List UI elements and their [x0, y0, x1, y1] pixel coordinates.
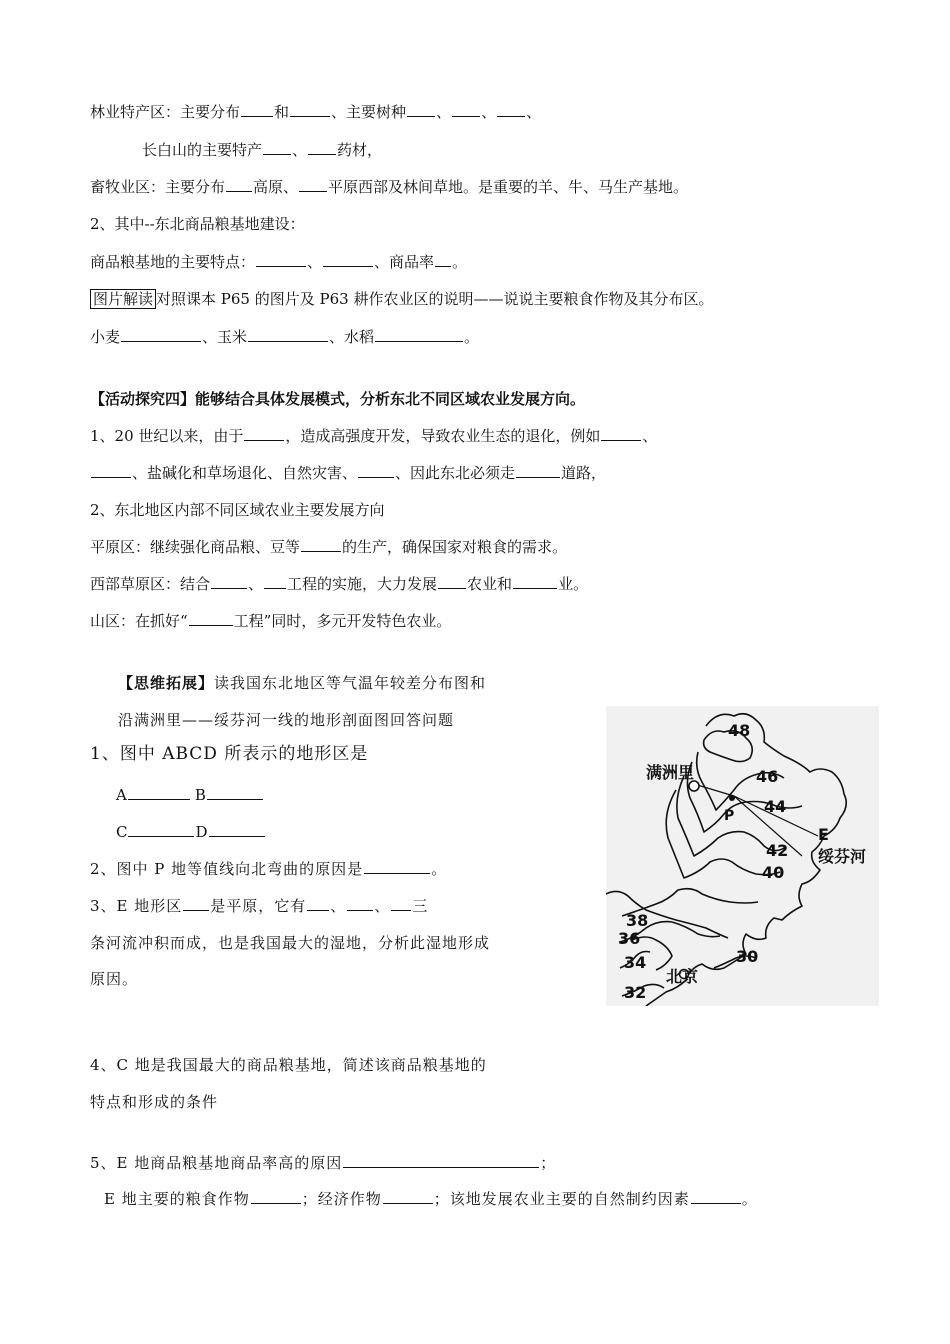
- line-ext-cd: [116, 822, 266, 842]
- manzhouli-marker: [689, 781, 699, 791]
- text: 平原区：继续强化商品粮、豆等: [90, 538, 301, 556]
- text: 是平原，它有: [210, 897, 307, 915]
- text: C: [116, 823, 128, 841]
- text: 4、C 地是我国最大的商品粮基地，简述该商品粮基地的: [90, 1056, 487, 1074]
- text: 、: [481, 103, 497, 121]
- contour-label-36: 36: [618, 929, 641, 948]
- answer-blank[interactable]: [256, 252, 306, 267]
- line-mountain: [90, 611, 451, 631]
- text: 商品粮基地的主要特点：: [90, 253, 256, 271]
- text: 【思维拓展】: [118, 674, 215, 692]
- answer-blank[interactable]: [226, 177, 252, 192]
- line-forestry: [90, 102, 541, 122]
- answer-blank[interactable]: [438, 574, 466, 589]
- answer-blank[interactable]: [383, 1189, 433, 1204]
- line-ext-ab: [116, 785, 264, 805]
- text: ；经济作物: [301, 1190, 382, 1208]
- text: ；该地发展农业主要的自然制约因素: [433, 1190, 690, 1208]
- line-ext-q3: [90, 896, 428, 916]
- answer-blank[interactable]: [601, 426, 641, 441]
- answer-blank[interactable]: [308, 140, 336, 155]
- text: 、: [248, 575, 264, 593]
- answer-blank[interactable]: [248, 327, 328, 342]
- text: 2、东北地区内部不同区域农业主要发展方向: [90, 501, 385, 519]
- text: ；: [540, 1154, 557, 1172]
- text: 西部草原区：结合: [90, 575, 211, 593]
- answer-blank[interactable]: [299, 177, 327, 192]
- text: 三: [412, 897, 429, 915]
- text: 、水稻: [329, 328, 375, 346]
- text: 和: [274, 103, 290, 121]
- answer-blank-a[interactable]: [128, 785, 190, 800]
- answer-blank[interactable]: [91, 463, 131, 478]
- line-grain-features: [90, 252, 467, 272]
- isotherm-map: [606, 706, 879, 1006]
- answer-blank[interactable]: [301, 537, 341, 552]
- line-q1-cause: [90, 426, 657, 446]
- answer-blank[interactable]: [183, 896, 209, 911]
- activity-four-heading: [90, 389, 585, 409]
- answer-blank[interactable]: [375, 327, 463, 342]
- place-label-beijing: 北京: [666, 967, 699, 986]
- line-ext-q2: [90, 859, 447, 879]
- text: 、主要树种: [331, 103, 407, 121]
- answer-blank[interactable]: [263, 140, 291, 155]
- line-ext-q5: [90, 1153, 556, 1173]
- contour-label-34: 34: [624, 953, 647, 972]
- text: 5、E 地商品粮基地商品率高的原因: [90, 1154, 343, 1172]
- text: 、: [526, 103, 542, 121]
- text: 对照课本 P65 的图片及 P63 耕作农业区的说明——说说主要粮食作物及其分布区。: [156, 290, 714, 308]
- text: 工程”同时，多元开发特色农业。: [233, 612, 452, 630]
- text: 、: [374, 897, 391, 915]
- line-ext-q4: [90, 1055, 487, 1075]
- line-pastoral: [90, 177, 688, 197]
- text: D: [195, 823, 208, 841]
- text: 林业特产区：主要分布: [90, 103, 241, 121]
- answer-blank[interactable]: [251, 1189, 301, 1204]
- text: 小麦: [90, 328, 121, 346]
- text: 3、E 地形区: [90, 897, 183, 915]
- contour-label-48: 48: [728, 721, 751, 740]
- place-label-e: E: [818, 825, 829, 844]
- text: 业。: [558, 575, 589, 593]
- line-changbaishan: [142, 140, 382, 160]
- text: 、: [642, 427, 658, 445]
- answer-blank[interactable]: [513, 574, 557, 589]
- line-q2-heading: [90, 500, 385, 520]
- text: 1、图中 ABCD 所表示的地形区是: [90, 744, 369, 764]
- contour-label-42: 42: [766, 841, 789, 860]
- contour-label-44: 44: [764, 797, 787, 816]
- answer-blank[interactable]: [691, 1189, 741, 1204]
- answer-blank[interactable]: [264, 574, 286, 589]
- text: 山区：在抓好“: [90, 612, 188, 630]
- answer-blank[interactable]: [497, 102, 525, 117]
- text: 高原、: [253, 178, 299, 196]
- text: 。: [741, 1190, 758, 1208]
- contour-label-38: 38: [626, 911, 649, 930]
- answer-blank[interactable]: [241, 102, 273, 117]
- text: 条河流冲积而成，也是我国最大的湿地，分析此湿地形成: [90, 934, 491, 952]
- text: 、: [292, 141, 308, 159]
- contour-label-46: 46: [756, 767, 779, 786]
- picture-reading-box: 图片解读: [90, 289, 156, 309]
- text: 畜牧业区：主要分布: [90, 178, 226, 196]
- text: 特点和形成的条件: [90, 1093, 219, 1111]
- answer-blank[interactable]: [391, 896, 411, 911]
- text: 工程的实施，大力发展: [287, 575, 438, 593]
- place-label-p: P: [724, 808, 735, 824]
- text: 原因。: [90, 970, 139, 988]
- answer-blank[interactable]: [452, 102, 480, 117]
- answer-blank[interactable]: [121, 327, 201, 342]
- text: 的生产，确保国家对粮食的需求。: [342, 538, 568, 556]
- place-label-manzhouli: 满洲里: [646, 763, 695, 782]
- answer-blank[interactable]: [290, 102, 330, 117]
- answer-blank-b[interactable]: [207, 785, 263, 800]
- text: 2、图中 P 地等值线向北弯曲的原因是: [90, 860, 364, 878]
- isotherm-map-svg: [606, 706, 879, 1006]
- text: 2、其中--东北商品粮基地建设：: [90, 215, 305, 233]
- line-plain-area: [90, 537, 567, 557]
- answer-blank[interactable]: [211, 574, 247, 589]
- text: 、盐碱化和草场退化、自然灾害、: [132, 464, 358, 482]
- line-ext-q3-end: [90, 969, 138, 989]
- answer-blank[interactable]: [364, 859, 430, 874]
- contour-label-32: 32: [624, 983, 647, 1002]
- text: 、商品率: [374, 253, 435, 271]
- contour-label-40: 40: [762, 863, 785, 882]
- text: 、: [307, 253, 323, 271]
- answer-blank[interactable]: [343, 1153, 539, 1168]
- answer-blank[interactable]: [323, 252, 373, 267]
- line-ext-q1: [90, 744, 368, 764]
- answer-blank[interactable]: [358, 463, 394, 478]
- line-extension-heading: [118, 673, 486, 693]
- profile-line: [694, 784, 818, 836]
- line-grain-base: [90, 214, 305, 234]
- line-ext-q4-cont: [90, 1092, 218, 1112]
- text: 、: [330, 897, 347, 915]
- text: 。: [431, 860, 448, 878]
- text: 。: [464, 328, 480, 346]
- text: 【活动探究四】能够结合具体发展模式，分析东北不同区域农业发展方向。: [90, 390, 586, 408]
- text: 长白山的主要特产: [142, 141, 263, 159]
- text: 、: [436, 103, 452, 121]
- text: 药材，: [337, 141, 383, 159]
- answer-blank-d[interactable]: [209, 822, 265, 837]
- line-extension-sub: [118, 710, 454, 730]
- text: 读我国东北地区等气温年较差分布图和: [214, 674, 487, 692]
- line-crops: [90, 327, 479, 347]
- text: E 地主要的粮食作物: [104, 1190, 250, 1208]
- contour-label-30: 30: [736, 947, 759, 966]
- text: 道路，: [561, 464, 607, 482]
- text: A: [116, 786, 127, 804]
- text: 、玉米: [202, 328, 248, 346]
- text: 1、20 世纪以来，由于: [90, 427, 244, 445]
- answer-blank[interactable]: [244, 426, 284, 441]
- text: ，造成高强度开发，导致农业生态的退化，例如: [285, 427, 601, 445]
- text: 平原西部及林间草地。是重要的羊、牛、马生产基地。: [328, 178, 689, 196]
- line-grassland: [90, 574, 588, 594]
- text: 、因此东北必须走: [395, 464, 516, 482]
- p-point: [729, 795, 735, 801]
- text: 沿满洲里——绥芬河一线的地形剖面图回答问题: [118, 711, 455, 729]
- answer-blank[interactable]: [189, 611, 233, 626]
- text: 。: [452, 253, 468, 271]
- answer-blank[interactable]: [516, 463, 560, 478]
- answer-blank[interactable]: [407, 102, 435, 117]
- answer-blank-c[interactable]: [128, 822, 194, 837]
- text: 农业和: [467, 575, 513, 593]
- place-label-suifenhe: 绥芬河: [818, 847, 867, 866]
- line-ext-q5-cont: [104, 1189, 758, 1209]
- text: B: [194, 786, 206, 804]
- answer-blank[interactable]: [435, 252, 451, 267]
- line-ext-q3-cont: [90, 933, 490, 953]
- line-picture-reading: [90, 289, 713, 309]
- answer-blank[interactable]: [347, 896, 373, 911]
- answer-blank[interactable]: [307, 896, 329, 911]
- line-q1-cont: [90, 463, 606, 483]
